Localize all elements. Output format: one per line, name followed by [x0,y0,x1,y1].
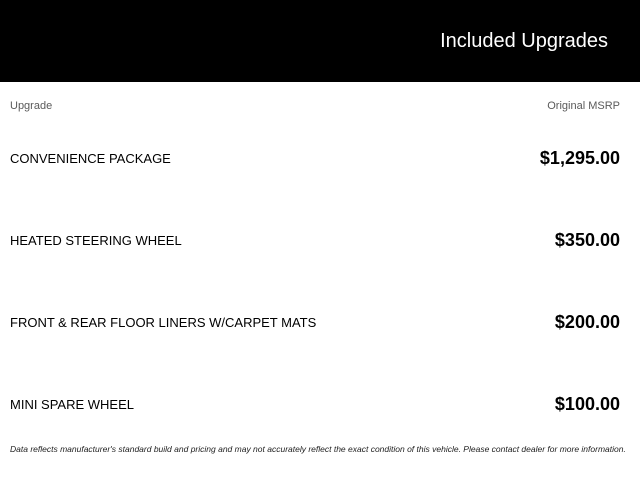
column-header-msrp: Original MSRP [547,100,620,112]
table-row [10,391,620,415]
header-bar [0,0,640,82]
upgrade-price: $1,295.00 [539,148,620,168]
table-row [10,227,620,251]
upgrade-price: $100.00 [554,394,620,414]
upgrade-price: $200.00 [554,312,620,332]
table-row [10,145,620,169]
table-row [10,309,620,333]
upgrade-name: MINI SPARE WHEEL [10,397,135,412]
upgrade-name: CONVENIENCE PACKAGE [10,151,171,166]
page-title: Included Upgrades [440,30,608,52]
upgrade-name: FRONT & REAR FLOOR LINERS W/CARPET MATS [10,315,317,330]
upgrade-price: $350.00 [554,230,620,250]
column-header-upgrade: Upgrade [10,100,53,112]
upgrade-name: HEATED STEERING WHEEL [10,233,182,248]
disclaimer-text: Data reflects manufacturer's standard build and pricing and may not accurately reflect the exact condition of this vehicle. Please contact dealer for more information. [10,444,626,454]
